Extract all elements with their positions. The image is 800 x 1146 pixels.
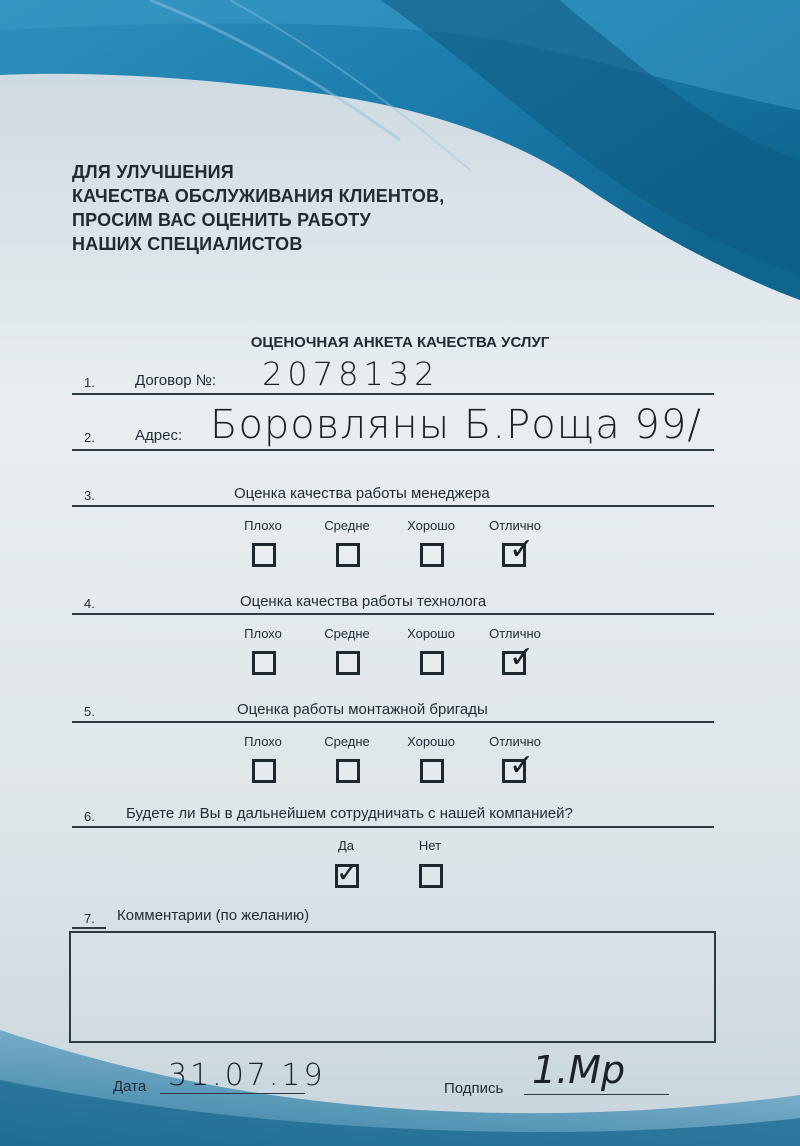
item-3-underline: [72, 505, 714, 507]
item-4-number: 4.: [84, 596, 95, 611]
signature-underline: [524, 1094, 669, 1095]
address-underline: [72, 449, 714, 451]
cooperation-checkbox-no[interactable]: [419, 864, 443, 888]
manager-option-good: Хорошо: [407, 518, 455, 533]
crew-option-average: Средне: [324, 734, 370, 749]
cooperation-check-mark-icon: ✓: [336, 856, 360, 889]
item-5-underline: [72, 721, 714, 723]
item-7-underline: [72, 927, 106, 929]
item-1-number: 1.: [84, 375, 95, 390]
crew-checkbox-good[interactable]: [420, 759, 444, 783]
crew-option-excellent: Отлично: [489, 734, 541, 749]
heading-line-1: ДЛЯ УЛУЧШЕНИЯ: [72, 162, 234, 182]
manager-option-average: Средне: [324, 518, 370, 533]
technologist-checkbox-bad[interactable]: [252, 651, 276, 675]
item-6-number: 6.: [84, 809, 95, 824]
address-field[interactable]: Боровляны Б.Роща 99/: [210, 402, 702, 448]
date-underline: [160, 1093, 305, 1094]
technologist-checkbox-average[interactable]: [336, 651, 360, 675]
cooperation-question-label: Будете ли Вы в дальнейшем сотрудничать с нашей компанией?: [126, 805, 573, 822]
crew-option-bad: Плохо: [244, 734, 282, 749]
form-title: ОЦЕНОЧНАЯ АНКЕТА КАЧЕСТВА УСЛУГ: [250, 334, 550, 351]
technologist-checkbox-good[interactable]: [420, 651, 444, 675]
contract-label: Договор №:: [135, 372, 217, 389]
date-label: Дата: [113, 1078, 147, 1095]
heading-line-3: ПРОСИМ ВАС ОЦЕНИТЬ РАБОТУ: [72, 210, 371, 230]
item-7-number: 7.: [84, 911, 95, 926]
technologist-check-mark-icon: ✓: [509, 640, 535, 675]
cooperation-option-yes: Да: [337, 838, 355, 853]
manager-checkbox-average[interactable]: [336, 543, 360, 567]
item-6-underline: [72, 826, 714, 828]
item-4-underline: [72, 613, 714, 615]
technologist-option-bad: Плохо: [244, 626, 282, 641]
manager-option-bad: Плохо: [244, 518, 282, 533]
heading-line-2: КАЧЕСТВА ОБСЛУЖИВАНИЯ КЛИЕНТОВ,: [72, 186, 445, 206]
technologist-rating-label: Оценка качества работы технолога: [240, 593, 487, 610]
contract-number-field[interactable]: 2078132: [262, 355, 440, 393]
comments-textarea[interactable]: [69, 931, 716, 1043]
contract-underline: [72, 393, 714, 395]
manager-checkbox-bad[interactable]: [252, 543, 276, 567]
item-3-number: 3.: [84, 488, 95, 503]
cooperation-option-no: Нет: [418, 838, 442, 853]
signature-field[interactable]: 1.Мр: [532, 1048, 626, 1092]
heading-line-4: НАШИХ СПЕЦИАЛИСТОВ: [72, 234, 303, 254]
technologist-option-average: Средне: [324, 626, 370, 641]
crew-checkbox-bad[interactable]: [252, 759, 276, 783]
date-field[interactable]: 31.07.19: [168, 1058, 326, 1093]
crew-checkbox-average[interactable]: [336, 759, 360, 783]
signature-label: Подпись: [444, 1080, 504, 1097]
manager-rating-label: Оценка качества работы менеджера: [234, 485, 490, 502]
address-label: Адрес:: [135, 427, 183, 444]
technologist-option-excellent: Отлично: [489, 626, 541, 641]
technologist-option-good: Хорошо: [407, 626, 455, 641]
crew-rating-label: Оценка работы монтажной бригады: [237, 701, 488, 718]
manager-checkbox-good[interactable]: [420, 543, 444, 567]
item-2-number: 2.: [84, 430, 95, 445]
item-5-number: 5.: [84, 704, 95, 719]
intro-heading: [72, 160, 444, 256]
crew-option-good: Хорошо: [407, 734, 455, 749]
manager-check-mark-icon: ✓: [509, 532, 535, 567]
crew-check-mark-icon: ✓: [509, 748, 535, 783]
comments-label: Комментарии (по желанию): [117, 907, 310, 924]
manager-option-excellent: Отлично: [489, 518, 541, 533]
